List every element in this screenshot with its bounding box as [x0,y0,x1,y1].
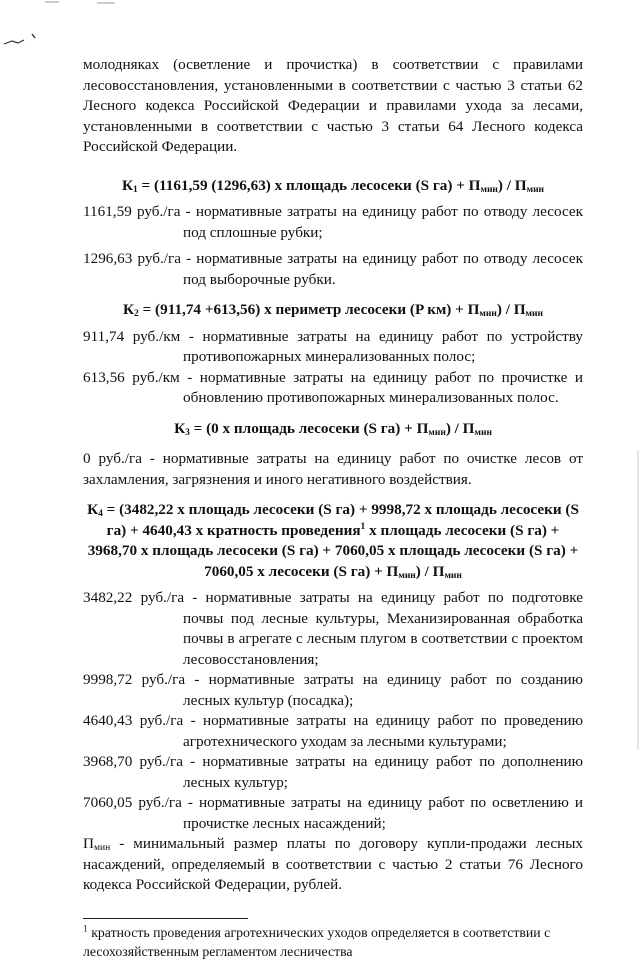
definition-k3: 0 руб./га - нормативные затраты на единицу работ по очистке лесов от захламления, загрязнения и иного негативного воздействия. [83,450,583,488]
definition-text: - нормативные затраты на единицу работ по созданию лесных культур (посадка); [183,671,583,709]
definition-item [83,711,583,752]
document-page [83,55,583,961]
formula-k3-index: 3 [185,427,190,438]
definition-item [83,793,583,834]
formula-k1-index: 1 [133,184,138,195]
formula-k4 [83,500,583,582]
footnote-divider [83,918,248,919]
footnote [83,923,583,961]
formula-k2-index: 2 [134,309,139,319]
formula-k2-body: = (911,74 +613,56) x периметр лесосеки (P км) + П [138,301,480,318]
formula-k4-part1: = (3482,22 x площадь лесосеки (S га) + 9998,72 x площадь лесосеки (S га) + 4640,43 x кратность проведения [102,501,579,539]
footnote-mark: 1 [83,923,88,934]
formula-k3-sub2: мин [474,427,492,438]
formula-k2-mid: ) / П [496,301,526,318]
footnote-ref: 1 [360,521,366,532]
scan-edge [636,450,640,750]
formula-k3-mid: ) / П [445,419,475,437]
definition-text: - нормативные затраты на единицу работ по проведению агротехнического уходам за лесными культурами; [183,712,583,750]
formula-k2-sub1: мин [479,309,497,319]
formula-k2-lead: К [123,301,135,318]
definition-term: 1161,59 руб./га [83,203,181,220]
definition-term: 911,74 руб./км [83,327,181,345]
definition-term: 9998,72 руб./га [83,671,186,688]
formula-k1 [83,176,583,197]
definition-item [83,202,583,243]
formula-k4-sub2: мин [444,570,462,581]
formula-k4-lead: К [87,501,99,518]
pmin-text: - минимальный размер платы по договору купли-продажи лесных насаждений, определяемый в соответствии с частью 2 статьи 76 Лесного кодекса Российской Федерации, рублей. [83,835,583,893]
pmin-term: П [83,835,94,852]
footnote-text: кратность проведения агротехнических уходов определяется в соответствии с лесохозяйственным регламентом лесничества [83,924,551,959]
definition-item [83,368,583,409]
formula-k4-part2: x площадь лесосеки (S га) + 3968,70 x площадь лесосеки (S га) + 7060,05 x площадь лесосеки (S га) + 7060,05 x лесосеки (S га) + П [87,521,579,580]
formula-k1-sub1: мин [480,184,498,195]
intro-paragraph: молодняках (осветление и прочистка) в соответствии с правилами лесовосстановления, установленными в соответствии с частью 3 статьи 62 Лесного кодекса Российской Федерации и правилами ухода за лесами, установленными в соответствии с частью 3 статьи 64 Лесного кодекса Российской Федерации. [83,56,583,155]
definition-item [83,670,583,711]
definition-text: - нормативные затраты на единицу работ по осветлению и прочистке лесных насаждений; [181,794,583,832]
formula-k3-sub1: мин [428,427,446,438]
formula-k1-mid: ) / П [497,176,527,194]
definition-text: - нормативные затраты на единицу работ по отводу лесосек под выборочные рубки. [180,250,583,288]
definition-term: 3482,22 руб./га [83,589,185,606]
definition-item [83,588,583,670]
formula-k2 [83,300,583,321]
formula-k3-lead: К [174,419,186,437]
definition-text: - нормативные затраты на единицу работ по дополнению лесных культур; [183,753,583,791]
definition-text: - нормативные затраты на единицу работ по подготовке почвы под лесные культуры, Механизированная обработка почвы в агрегате с лесным плугом в соответствии с проектом лесовосстановления; [183,589,583,668]
definition-item [83,327,583,368]
formula-k3 [83,419,583,440]
definition-text: - нормативные затраты на единицу работ по отводу лесосек под сплошные рубки; [180,203,584,241]
formula-k4-sub1: мин [398,570,416,581]
definition-text: - нормативные затраты на единицу работ по устройству противопожарных минерализованных полос; [180,327,583,365]
definition-term: 1296,63 руб./га [83,250,181,267]
definition-item [83,752,583,793]
definition-item [83,249,583,290]
formula-k4-mid: ) / П [415,562,445,580]
definition-term: 7060,05 руб./га [83,794,182,811]
definition-term: 4640,43 руб./га [83,712,184,729]
scan-lines [45,0,125,6]
formula-k4-index: 4 [98,509,103,519]
definition-text: - нормативные затраты на единицу работ по прочистке и обновлению противопожарных минерализованных полос. [179,368,583,406]
definition-term: 613,56 руб./км [83,368,180,386]
pmin-definition [83,834,583,896]
scan-mark [2,30,42,50]
formula-k1-sub2: мин [526,184,545,195]
formula-k1-lead: К [121,176,133,194]
formula-k2-sub2: мин [525,309,543,319]
pmin-sub: мин [93,843,111,853]
formula-k1-body: = (1161,59 (1296,63) x площадь лесосеки (S га) + П [137,176,481,194]
definition-term: 3968,70 руб./га [83,753,183,770]
formula-k3-body: = (0 x площадь лесосеки (S га) + П [189,419,429,437]
